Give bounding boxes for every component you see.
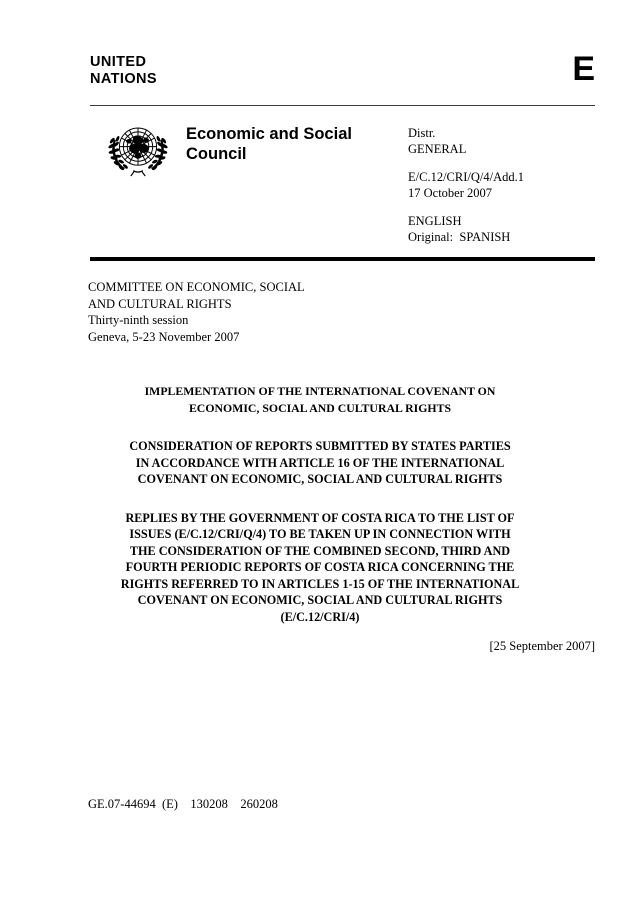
title-line: RIGHTS REFERRED TO IN ARTICLES 1-15 OF THE INTERNATIONAL: [120, 576, 520, 591]
distr-label: Distr.: [408, 126, 436, 140]
submission-date: [25 September 2007]: [489, 639, 595, 653]
distribution-block: [408, 126, 524, 245]
title-line: (E/C.12/CRI/4): [280, 609, 360, 624]
organization-name: [90, 50, 595, 88]
committee-block: [88, 279, 305, 345]
masthead-divider-thin: [90, 105, 595, 106]
distribution-group: [408, 126, 524, 157]
title-line: IMPLEMENTATION OF THE INTERNATIONAL COVENANT ON: [144, 384, 496, 398]
organ-title-line2: Council: [186, 145, 247, 163]
un-emblem-icon: [96, 119, 180, 179]
symbol-group: [408, 170, 524, 201]
committee-session: Thirty-ninth session: [88, 313, 189, 327]
masthead: [90, 50, 595, 88]
committee-venue-dates: Geneva, 5-23 November 2007: [88, 329, 240, 344]
organization-name-line1: UNITED: [90, 54, 147, 70]
language-group: [408, 214, 524, 245]
title-line: COVENANT ON ECONOMIC, SOCIAL AND CULTURAL RIGHTS: [137, 593, 503, 607]
document-titles: [90, 383, 550, 625]
original-language: Original: SPANISH: [408, 229, 511, 244]
title-line: REPLIES BY THE GOVERNMENT OF COSTA RICA TO THE LIST OF: [125, 510, 515, 525]
organ-title-line1: Economic and Social: [186, 125, 352, 143]
document-series-symbol-e: E: [572, 50, 595, 88]
title-line: IN ACCORDANCE WITH ARTICLE 16 OF THE INTERNATIONAL: [135, 455, 505, 470]
title-block-implementation: [90, 383, 550, 416]
header-divider-thick: [90, 257, 595, 261]
title-block-consideration: [90, 438, 550, 488]
committee-name-line2: AND CULTURAL RIGHTS: [88, 296, 232, 311]
committee-name-line1: COMMITTEE ON ECONOMIC, SOCIAL: [88, 280, 305, 294]
title-line: ISSUES (E/C.12/CRI/Q/4) TO BE TAKEN UP IN CONNECTION WITH: [129, 527, 511, 541]
organ-title: [186, 124, 386, 164]
title-line: FOURTH PERIODIC REPORTS OF COSTA RICA CONCERNING THE: [125, 560, 515, 574]
title-line: THE CONSIDERATION OF THE COMBINED SECOND, THIRD AND: [129, 543, 511, 558]
document-date: 17 October 2007: [408, 185, 493, 200]
title-line: ECONOMIC, SOCIAL AND CULTURAL RIGHTS: [188, 400, 452, 415]
document-symbol: E/C.12/CRI/Q/4/Add.1: [408, 170, 524, 184]
footer-reference: GE.07-44694 (E) 130208 260208: [88, 797, 278, 811]
organization-name-line2: NATIONS: [90, 71, 157, 87]
language: ENGLISH: [408, 214, 462, 228]
title-line: COVENANT ON ECONOMIC, SOCIAL AND CULTURAL RIGHTS: [137, 472, 503, 486]
title-block-replies: [90, 510, 550, 626]
title-line: CONSIDERATION OF REPORTS SUBMITTED BY STATES PARTIES: [129, 439, 511, 453]
distr-value: GENERAL: [408, 141, 467, 156]
